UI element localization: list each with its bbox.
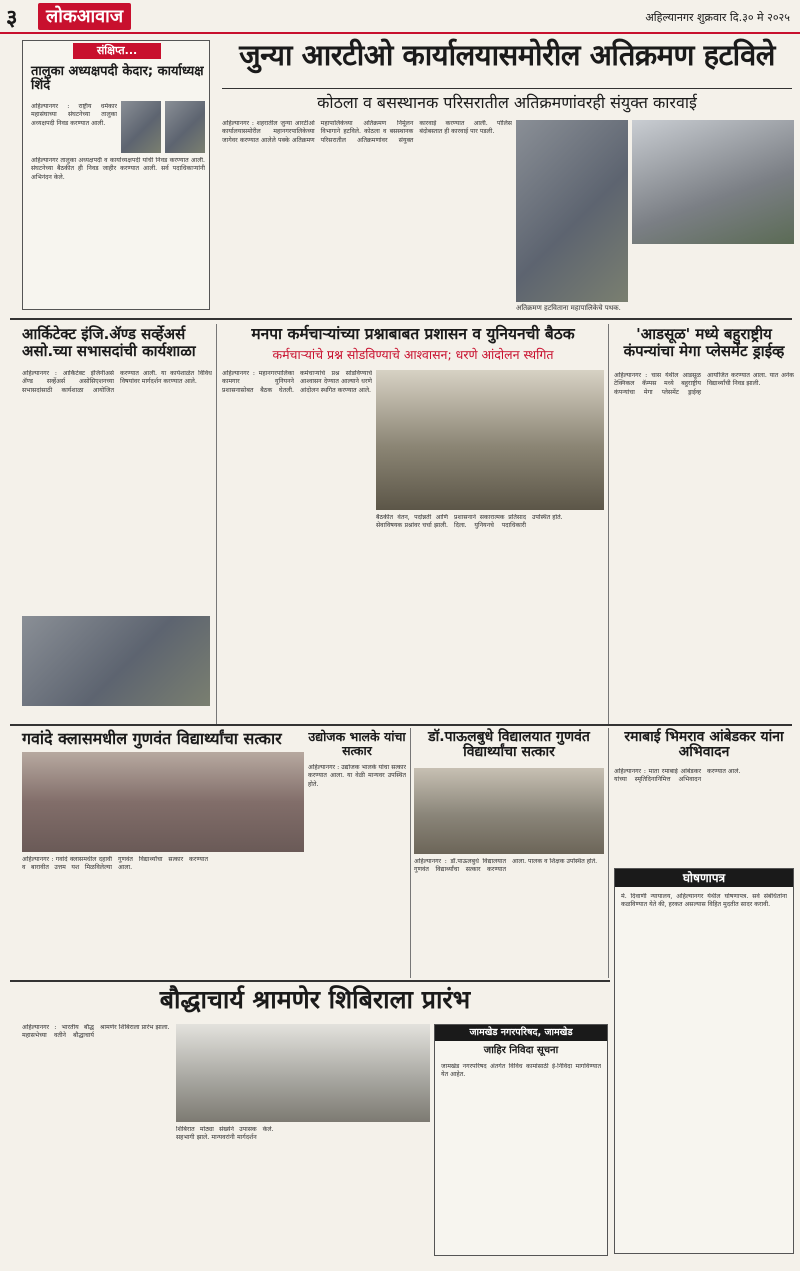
jamkhed-text: जामखेड नगरपरिषद अंतर्गत विविध कामांसाठी ई-निविदा मागविण्यात येत आहेत. — [441, 1063, 601, 1079]
bauddhacharya-article-text: अहिल्यानगर : भारतीय बौद्ध महासभेच्या वतीने बौद्धाचार्य श्रामणेर शिबिराला प्रारंभ झाला. — [22, 1024, 170, 1040]
paulbudhe-headline: डॉ.पाऊलबुधे विद्यालयात गुणवंत विद्यार्थ्यांचा सत्कार — [428, 729, 590, 761]
meeting-photo — [376, 370, 604, 510]
masthead — [0, 0, 800, 34]
sankshipt-headline: तालुका अध्यक्षपदी केदार; कार्याध्यक्ष शिंदे — [31, 64, 204, 94]
portrait-photo — [121, 101, 161, 153]
portrait-photo — [165, 101, 205, 153]
manapa-subhead: कर्मचाऱ्यांचे प्रश्न सोडविण्याचे आश्वासन; धरणे आंदोलन स्थगित — [272, 347, 554, 362]
group-photo — [176, 1024, 430, 1122]
bauddhacharya-headline: बौद्धाचार्य श्रामणेर शिबिराला प्रारंभ — [159, 985, 471, 1014]
column-divider — [608, 324, 609, 724]
section-divider — [10, 980, 610, 982]
news-photo — [22, 616, 210, 706]
group-photo — [414, 768, 604, 854]
news-photo — [516, 120, 628, 302]
jamkhed-box — [434, 1024, 608, 1256]
lead-headline: जुन्या आरटीओ कार्यालयासमोरील अतिक्रमण हटविले — [239, 38, 775, 72]
gawade-article-text: अहिल्यानगर : गवांदे क्लासमधील दहावी व बारावीत उत्तम यश मिळविलेल्या गुणवंत विद्यार्थ्यांचा सत्कार करण्यात आला. — [22, 856, 208, 872]
manapa-headline: मनपा कर्मचाऱ्यांच्या प्रश्नाबाबत प्रशासन व युनियनची बैठक — [251, 325, 575, 343]
architect-article-text: अहिल्यानगर : आर्किटेक्ट इंजिनीअर्स ॲण्ड सर्व्हेअर्स असोसिएशनच्या सभासदांसाठी कार्यशाळा आयोजित करण्यात आली. या कार्यशाळेत विविध विषयांवर मार्गदर्शन करण्यात आले. — [22, 370, 212, 394]
photo-caption: अतिक्रमण हटविताना महापालिकेचे पथक. — [516, 304, 621, 312]
paulbudhe-article-text: अहिल्यानगर : डॉ.पाऊलबुधे विद्यालयात गुणवंत विद्यार्थ्यांचा सत्कार करण्यात आला. पालक व शिक्षक उपस्थित होते. — [414, 858, 598, 874]
bauddhacharya-article-text: शिबिरात मोठ्या संख्येने उपासक सहभागी झाले. मान्यवरांनी मार्गदर्शन केले. — [176, 1126, 274, 1142]
lead-article-text: अहिल्यानगर : शहरातील जुन्या आरटीओ कार्यालयासमोरील महानगरपालिकेच्या जागेवर करण्यात आलेले पक्के अतिक्रमण महापालिकेच्या अतिक्रमण निर्मूलन विभागाने हटविले. कोठला व बसस्थानक परिसरातील अतिक्रमणांवर संयुक्त कारवाई करण्यात आली. पोलिस बंदोबस्तात ही कारवाई पार पडली. — [222, 120, 512, 144]
ghoshanapatra-box — [614, 868, 794, 1254]
section-divider — [10, 318, 792, 320]
column-divider — [410, 728, 411, 978]
page-number: ३ — [6, 6, 18, 31]
manapa-article-text: अहिल्यानगर : महानगरपालिका कामगार युनियनने प्रशासनासोबत बैठक घेतली. कर्मचाऱ्यांचे प्रश्न सोडविण्याचे आश्वासन देण्यात आल्याने धरणे आंदोलन स्थगित करण्यात आले. — [222, 370, 372, 394]
manapa-article-text: बैठकीत वेतन, पदोन्नती आणि सेवाविषयक प्रश्नांवर चर्चा झाली. प्रशासनाने सकारात्मक प्रतिसाद दिला. युनियनचे पदाधिकारी उपस्थित होते. — [376, 514, 563, 530]
adsul-article-text: अहिल्यानगर : चास येथील आडसूळ टेक्निकल कॅम्पस मध्ये बहुराष्ट्रीय कंपन्यांचा मेगा प्लेसमेंट ड्राईव्ह आयोजित करण्यात आला. यात अनेक विद्यार्थ्यांची निवड झाली. — [614, 372, 794, 396]
news-photo — [632, 120, 794, 244]
adsul-headline: 'आडसूळ' मध्ये बहुराष्ट्रीय कंपन्यांचा मेगा प्लेसमेंट ड्राईव्ह — [623, 325, 785, 360]
jamkhed-sub: जाहिर निविदा सूचना — [483, 1045, 559, 1056]
section-divider — [10, 724, 792, 726]
ghoshanapatra-text: मे. दिवाणी न्यायालय, अहिल्यानगर येथील घोषणापत्र. सर्व संबंधितांना कळविण्यात येते की, हरकत असल्यास विहित मुदतीत सादर करावी. — [621, 893, 787, 909]
gawade-headline: गवांदे क्लासमधील गुणवंत विद्यार्थ्यांचा सत्कार — [22, 729, 282, 748]
architect-headline: आर्किटेक्ट इंजि.ॲण्ड सर्व्हेअर्स असो.च्या सभासदांची कार्यशाळा — [22, 325, 196, 360]
sankshipt-label: संक्षिप्त... — [73, 43, 161, 59]
dateline: अहिल्यानगर शुक्रवार दि.३० मे २०२५ — [645, 11, 790, 24]
ramabai-headline: रमाबाई भिमराव आंबेडकर यांना अभिवादन — [624, 729, 784, 761]
paper-logo: लोकआवाज — [38, 3, 131, 30]
udyojak-article-text: अहिल्यानगर : उद्योजक भालके यांचा सत्कार करण्यात आला. या वेळी मान्यवर उपस्थित होते. — [308, 764, 406, 788]
divider — [222, 88, 792, 89]
sankshipt-box — [22, 40, 210, 310]
article-text: अहिल्यानगर तालुका अध्यक्षपदी व कार्याध्यक्षपदी यांची निवड करण्यात आली. संघटनेच्या बैठकीत ही निवड जाहीर करण्यात आली. सर्व पदाधिकाऱ्यांनी अभिनंदन केले. — [31, 157, 205, 181]
article-text: अहिल्यानगर : राष्ट्रीय धर्मकार महासंघाच्या संघटनेच्या तालुका अध्यक्षपदी निवड करण्यात आली. — [31, 103, 117, 127]
udyojak-headline: उद्योजक भालके यांचा सत्कार — [308, 729, 406, 758]
group-photo — [22, 752, 304, 852]
lead-subhead: कोठला व बसस्थानक परिसरातील अतिक्रमणांवरही संयुक्त कारवाई — [317, 93, 697, 112]
ghoshanapatra-label: घोषणापत्र — [615, 869, 793, 887]
jamkhed-label: जामखेड नगरपरिषद, जामखेड — [435, 1025, 607, 1041]
column-divider — [608, 728, 609, 978]
column-divider — [216, 324, 217, 724]
ramabai-article-text: अहिल्यानगर : माता रमाबाई आंबेडकर यांच्या स्मृतिदिनानिमित्त अभिवादन करण्यात आले. — [614, 768, 741, 784]
